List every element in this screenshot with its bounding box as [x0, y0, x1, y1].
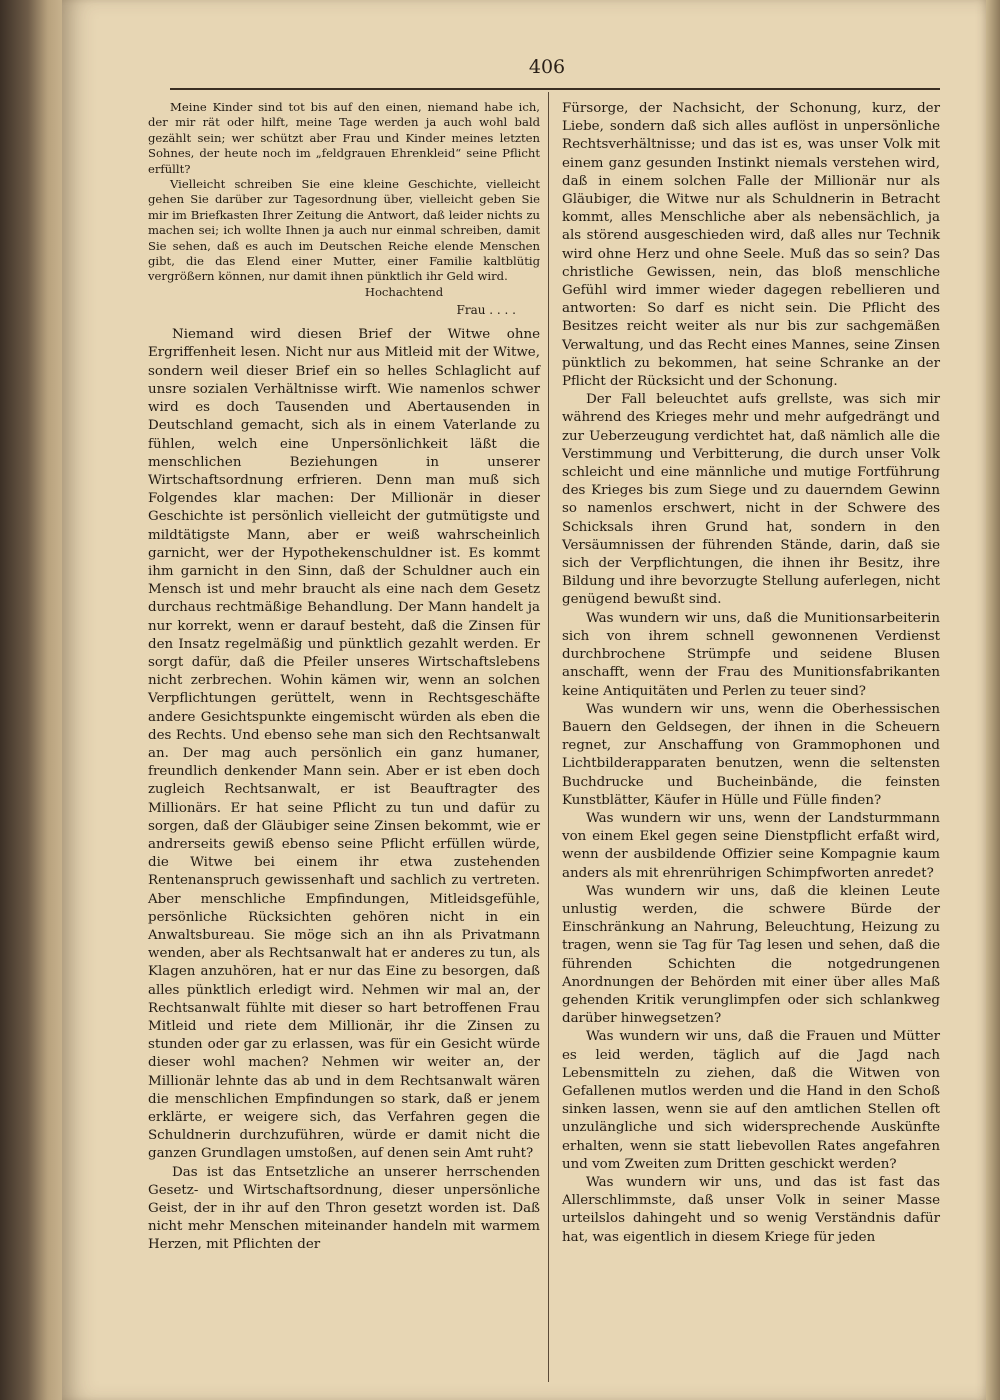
letter-signature: Frau . . . . — [456, 303, 516, 318]
body-paragraph: Fürsorge, der Nachsicht, der Schonung, kurz, der Liebe, sondern daß sich alles auflöst in unpersönliche Rechtsverhältnisse; und das ist es, was unser Volk mit einem ganz gesunden Instinkt niemals verstehen wird, daß in einem solchen Falle der Millionär nur als Gläubiger, die Witwe nur als Schuldnerin in Betracht kommt, alles Menschliche aber als nebensächlich, ja als störend ausgeschieden wird, daß alles nur Technik wird ohne Herz und ohne Seele. Muß das so sein? Das christliche Gewissen, nein, das bloß menschliche Gefühl wird immer wieder dagegen rebellieren und antworten: So darf es nicht sein. Die Pflicht des Besitzes reicht weiter als nur bis zur sachgemäßen Verwaltung, und das Recht eines Mannes, seine Zinsen pünktlich zu bekommen, hat seine Schranke an der Pflicht der Rücksicht und der Schonung. — [562, 101, 940, 390]
body-paragraph: Niemand wird diesen Brief der Witwe ohne Ergriffenheit lesen. Nicht nur aus Mitleid mit der Witwe, sondern weil dieser Brief ein so helles Schlaglicht auf unsre sozialen Verhältnisse wirft. Wie namenlos schwer wird es doch Tausenden und Abertausenden in Deutschland gemacht, sich als in einem Vaterlande zu fühlen, welch eine Unpersönlichkeit läßt die menschlichen Beziehungen in unserer Wirtschaftsordnung erfrieren. Denn man muß sich Folgendes klar machen: Der Millionär in dieser Geschichte ist persönlich vielleicht der gutmütigste und mildtätigste Mann, aber er weiß wahrscheinlich garnicht, wer der Hypothekenschuldner ist. Es kommt ihm garnicht in den Sinn, daß der Schuldner auch ein Mensch ist und mehr braucht als eine nach dem Gesetz durchaus rechtmäßige Behandlung. Der Mann handelt ja nur korrekt, wenn er darauf besteht, daß die Zinsen für den Insatz regelmäßig und pünktlich gezahlt werden. Er sorgt dafür, daß die Pfeiler unseres Wirtschaftslebens nicht zerbrechen. Wohin kämen wir, wenn an solchen Verpflichtungen gerüttelt, wenn in Rechtsgeschäfte andere Gesichtspunkte eingemischt würden als eben die des Rechts. Und ebenso sehe man sich den Rechtsanwalt an. Der mag auch persönlich ein ganz humaner, freundlich denkender Mann sein. Aber er ist eben doch zugleich Rechtsanwalt, er ist Beauftragter des Millionärs. Er hat seine Pflicht zu tun und dafür zu sorgen, daß der Gläubiger seine Zinsen bekommt, wie er andrerseits gewiß ebenso seine Pflicht erfüllen würde, die Witwe bei einem ihr etwa zustehenden Rentenanspruch gewissenhaft und sachlich zu vertreten. Aber menschliche Empfindungen, Mitleidsgefühle, persönliche Rücksichten gehören nicht in ein Anwaltsbureau. Sie möge sich an ihn als Privatmann wenden, aber als Rechtsanwalt hat er anderes zu tun, als Klagen anzuhören, hat er nur das Eine zu besorgen, daß alles pünktlich erledigt wird. Nehmen wir mal an, der Rechtsanwalt fühlte mit dieser so hart betroffenen Frau Mitleid und riete dem Millionär, ihr die Zinsen zu stunden oder gar zu erlassen, was für ein Gesicht würde dieser wohl machen? Nehmen wir weiter an, der Millionär lehnte das ab und in dem Rechtsanwalt wären die menschlichen Empfindungen so stark, daß er jenem erklärte, er weigere sich, das Verfahren gegen die Schuldnerin durchzuführen, würde er damit nicht die ganzen Grundlagen umstoßen, auf denen sein Amt ruht? — [148, 327, 540, 1162]
letter-paragraph: Meine Kinder sind tot bis auf den einen, niemand habe ich, der mir rät oder hilft, meine Tage werden ja auch wohl bald gezählt sein; wer schützt aber Frau und Kinder meines letzten Sohnes, der heute noch im „feldgrauen Ehrenkleid“ seine Pflicht erfüllt? — [148, 100, 540, 176]
right-body-text — [562, 100, 940, 1247]
body-paragraph: Das ist das Entsetzliche an unserer herrschenden Gesetz- und Wirtschaftsordnung, dieser unpersönliche Geist, der in ihr auf den Thron gesetzt worden ist. Daß nicht mehr Menschen miteinander handeln mit warmem Herzen, mit Pflichten der — [148, 1164, 540, 1253]
letter-text — [148, 100, 540, 285]
page-right-edge — [986, 0, 1000, 1400]
letter-closing: Hochachtend — [364, 284, 444, 299]
body-paragraph: Was wundern wir uns, und das ist fast das Allerschlimmste, daß unser Volk in seiner Masse urteilslos dahingeht und so wenig Verständnis dafür hat, was eigentlich in diesem Kriege für jeden — [562, 1174, 940, 1245]
body-paragraph: Was wundern wir uns, wenn der Landsturmmann von einem Ekel gegen seine Dienstpflicht erfaßt wird, wenn der ausbildende Offizier seine Kompagnie kaum anders als mit ehrenrührigen Schimpfworten anredet? — [562, 810, 940, 881]
right-column — [562, 100, 940, 1247]
page-number: 406 — [528, 56, 566, 78]
body-paragraph: Was wundern wir uns, wenn die Oberhessischen Bauern den Geldsegen, der ihnen in die Scheuern regnet, zur Anschaffung von Grammophonen und Lichtbilderapparaten benutzen, wenn die seltensten Buchdrucke und Bucheinbände, die feinsten Kunstblätter, Käufer in Hülle und Fülle finden? — [562, 701, 940, 808]
body-paragraph: Der Fall beleuchtet aufs grellste, was sich mir während des Krieges mehr und mehr aufgedrängt und zur Ueberzeugung verdichtet hat, daß nämlich alle die Verstimmung und Verbitterung, die durch unser Volk schleicht und eine männliche und mutige Fortführung des Krieges bis zum Siege und zu dauerndem Gewinn so namenlos erschwert, nicht in der Schwere des Schicksals ihren Grund hat, sondern in den Versäumnissen der führenden Stände, darin, daß sie sich der Verpflichtungen, die ihnen ihr Besitz, ihre Bildung und ihre bevorzugte Stellung auferlegen, nicht genügend bewußt sind. — [562, 392, 940, 608]
body-paragraph: Was wundern wir uns, daß die Frauen und Mütter es leid werden, täglich auf die Jagd nach Lebensmitteln zu ziehen, daß die Witwen von Gefallenen mutlos werden und die Hand in den Schoß sinken lassen, wenn sie auf den amtlichen Stellen oft unzulängliche und sich widersprechende Auskünfte erhalten, wenn sie statt liebevollen Rates angefahren und vom Zweiten zum Dritten geschickt werden? — [562, 1029, 940, 1172]
letter-paragraph: Vielleicht schreiben Sie eine kleine Geschichte, vielleicht gehen Sie darüber zur Tagesordnung über, vielleicht geben Sie mir im Briefkasten Ihrer Zeitung die Antwort, daß leider nichts zu machen sei; ich wollte Ihnen ja auch nur einmal schreiben, damit Sie sehen, daß es auch im Deutschen Reiche elende Menschen gibt, die das Elend einer Mutter, einer Familie kaltblütig vergrößern können, nur damit ihnen pünktlich ihr Geld wird. — [148, 177, 540, 284]
body-paragraph: Was wundern wir uns, daß die kleinen Leute unlustig werden, die schwere Bürde der Einschränkung an Nahrung, Beleuchtung, Heizung zu tragen, wenn sie Tag für Tag lesen und sehen, daß die führenden Schichten die notgedrungenen Anordnungen der Behörden mit einer über alles Maß gehenden Kritik verunglimpfen oder sich schlankweg darüber hinwegsetzen? — [562, 883, 940, 1027]
column-divider — [548, 92, 549, 1382]
header-rule — [170, 88, 940, 90]
body-paragraph: Was wundern wir uns, daß die Munitionsarbeiterin sich von ihrem schnell gewonnenen Verdienst durchbrochene Strümpfe und seidene Blusen anschafft, wenn der Frau des Munitionsfabrikanten keine Antiquitäten und Perlen zu teuer sind? — [562, 610, 940, 699]
left-body-text — [148, 326, 540, 1254]
left-column — [148, 100, 540, 1255]
